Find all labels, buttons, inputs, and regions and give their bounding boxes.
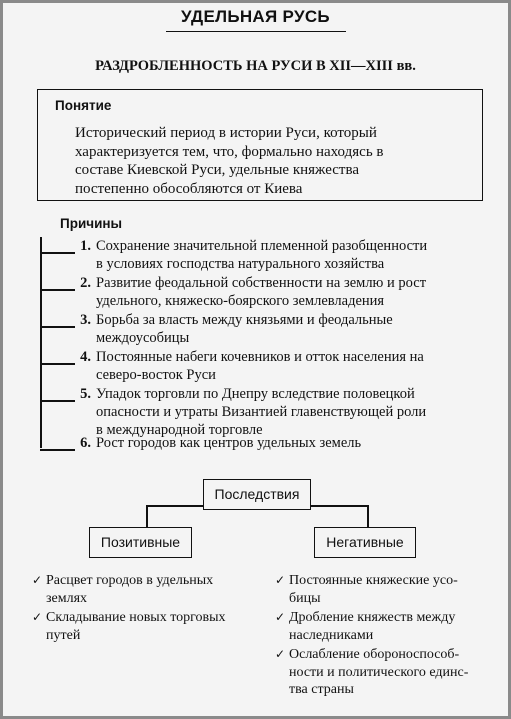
connector-left-h <box>146 505 203 507</box>
reason-line: северо-восток Руси <box>96 367 216 383</box>
page-subtitle: РАЗДРОБЛЕННОСТЬ НА РУСИ В XII—XIII вв. <box>95 58 416 74</box>
reason-line: Постоянные набеги кочевников и отток населения на <box>96 349 424 365</box>
reason-text <box>96 348 480 384</box>
list-item-line: Дробление княжеств между <box>289 610 456 625</box>
check-icon: ✓ <box>32 573 43 587</box>
connector-right-h <box>311 505 368 507</box>
consequences-box: Последствия <box>203 479 311 510</box>
reason-connector <box>40 449 75 451</box>
reason-connector <box>40 400 75 402</box>
reason-number: 6. <box>80 435 91 451</box>
reason-item <box>40 348 480 384</box>
definition-line: Исторический период в истории Руси, который <box>75 125 377 141</box>
definition-line: характеризуется тем, что, формально находясь в <box>75 143 384 160</box>
reason-item <box>40 274 480 310</box>
reason-line: Развитие феодальной собственности на землю и рост <box>96 275 427 291</box>
definition-line: постепенно обособляются от Киева <box>75 180 303 197</box>
definition-label: Понятие <box>55 98 112 113</box>
list-item-line: наследниками <box>289 627 374 643</box>
check-icon: ✓ <box>32 610 43 624</box>
list-item-line: путей <box>46 627 81 643</box>
reason-number: 4. <box>80 349 91 365</box>
list-item-text <box>289 646 478 699</box>
list-item-text <box>46 609 237 644</box>
reason-connector <box>40 363 75 365</box>
reason-connector <box>40 252 75 254</box>
reason-item <box>40 311 480 347</box>
definition-line: составе Киевской Руси, удельные княжества <box>75 162 360 178</box>
reason-text <box>96 274 480 310</box>
reason-line: Упадок торговли по Днепру вследствие половецкой <box>96 386 415 402</box>
list-item-text <box>289 572 478 607</box>
reason-number: 2. <box>80 275 91 291</box>
reason-line: Сохранение значительной племенной разобщенности <box>96 238 428 254</box>
reason-line: в условиях господства натурального хозяйства <box>96 256 385 272</box>
reason-connector <box>40 326 75 328</box>
list-item-line: Ослабление обороноспособ- <box>289 647 460 662</box>
page <box>3 3 508 716</box>
reason-line: в международной торговле <box>96 422 263 438</box>
title-underline <box>166 31 346 32</box>
list-item-line: ности и политического единс- <box>289 664 469 680</box>
reason-line: удельного, княжеско-боярского землевладения <box>96 293 385 309</box>
connector-left-v <box>146 505 148 527</box>
list-item <box>275 609 478 644</box>
list-item-line: Расцвет городов в удельных <box>46 573 214 588</box>
reason-item <box>40 434 480 452</box>
list-item-line: Складывание новых торговых <box>46 610 226 625</box>
list-item <box>32 609 237 644</box>
reason-text <box>96 311 480 347</box>
reason-connector <box>40 289 75 291</box>
list-item-line: бицы <box>289 590 321 606</box>
reason-number: 5. <box>80 386 91 402</box>
negative-box: Негативные <box>314 527 416 558</box>
connector-right-v <box>367 505 369 527</box>
definition-text <box>75 124 455 198</box>
check-icon: ✓ <box>275 610 286 624</box>
reason-text <box>96 237 480 273</box>
list-item-line: землях <box>46 590 88 606</box>
reasons-label: Причины <box>60 216 123 231</box>
reason-text <box>96 385 480 439</box>
list-item-text <box>289 609 478 644</box>
reason-item <box>40 237 480 273</box>
negative-list <box>275 572 478 701</box>
positive-list <box>32 572 237 646</box>
reason-item <box>40 385 480 439</box>
list-item-line: тва страны <box>289 682 354 697</box>
reason-line: опасности и утраты Византией главенствующей роли <box>96 404 427 420</box>
list-item <box>275 646 478 699</box>
check-icon: ✓ <box>275 647 286 661</box>
check-icon: ✓ <box>275 573 286 587</box>
reason-text <box>96 434 480 452</box>
reason-number: 3. <box>80 312 91 328</box>
list-item-line: Постоянные княжеские усо- <box>289 573 458 588</box>
reason-line: междоусобицы <box>96 330 190 346</box>
reason-line: Рост городов как центров удельных земель <box>96 435 362 451</box>
list-item-text <box>46 572 237 607</box>
reason-line: Борьба за власть между князьями и феодальные <box>96 312 393 328</box>
positive-box: Позитивные <box>89 527 192 558</box>
reason-number: 1. <box>80 238 91 254</box>
list-item <box>32 572 237 607</box>
page-title: УДЕЛЬНАЯ РУСЬ <box>181 7 330 26</box>
list-item <box>275 572 478 607</box>
